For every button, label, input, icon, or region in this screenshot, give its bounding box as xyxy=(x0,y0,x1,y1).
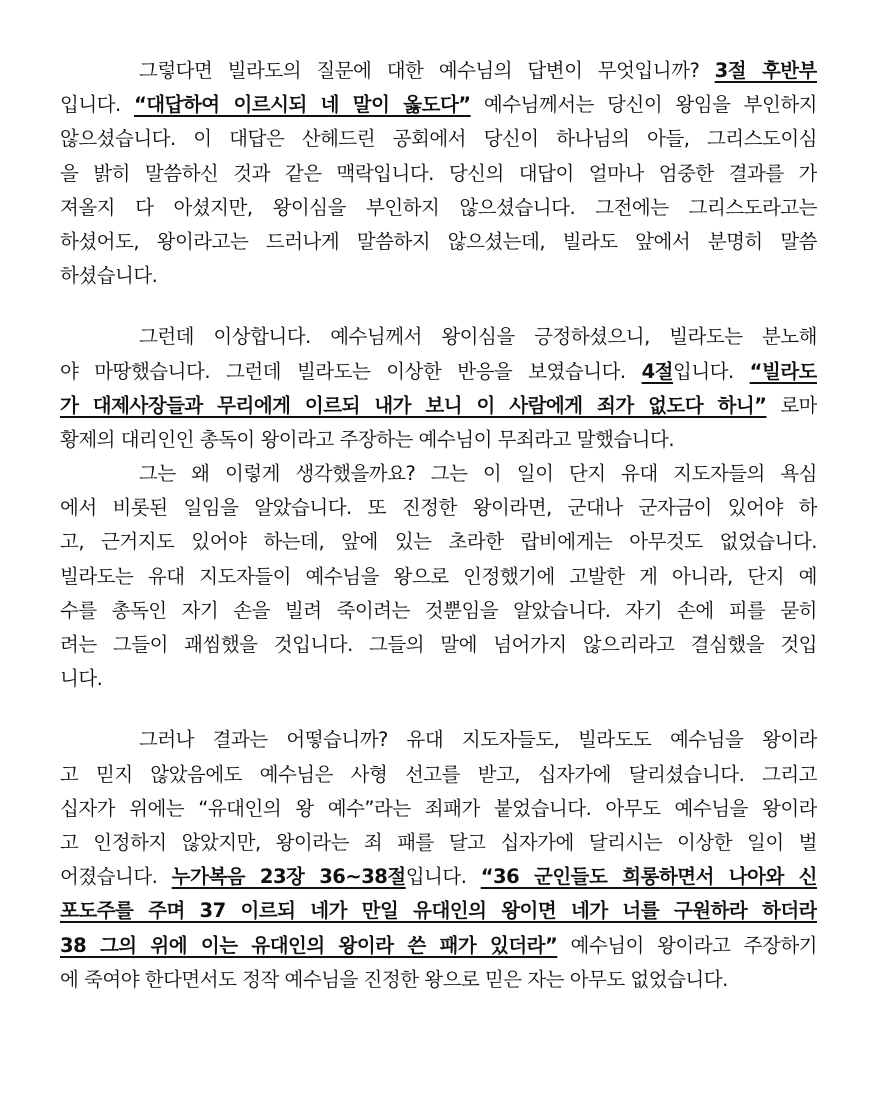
text-line xyxy=(60,560,817,594)
text-run: 져올지 다 아셨지만, 왕이심을 부인하지 않으셨습니다. 그전에는 그리스도라고는 xyxy=(60,195,817,219)
text-run: 하셨어도, 왕이라고는 드러나게 말씀하지 않으셨는데, 빌라도 앞에서 분명히 말씀 xyxy=(60,229,817,253)
text-line xyxy=(60,423,817,457)
text-line xyxy=(60,122,817,156)
text-line xyxy=(60,525,817,559)
scripture-quote: 가 대제사장들과 무리에게 이르되 내가 보니 이 사람에게 죄가 없도다 하니” xyxy=(60,393,767,417)
scripture-quote: 38 그의 위에 이는 유대인의 왕이라 쓴 패가 있더라” xyxy=(60,933,558,957)
text-line xyxy=(60,929,817,963)
text-line xyxy=(60,723,817,757)
text-run: 빌라도는 유대 지도자들이 예수님을 왕으로 인정했기에 고발한 게 아니라, 단지 예 xyxy=(60,564,817,588)
text-line xyxy=(60,594,817,628)
text-line xyxy=(60,491,817,525)
text-run: 입니다. xyxy=(60,93,134,117)
text-line xyxy=(60,792,817,826)
text-run: 에서 비롯된 일임을 알았습니다. 또 진정한 왕이라면, 군대나 군자금이 있어야 하 xyxy=(60,496,817,520)
text-line xyxy=(60,225,817,259)
paragraph-2 xyxy=(60,320,817,457)
text-run: 에 죽여야 한다면서도 정작 예수님을 진정한 왕으로 믿은 자는 아무도 없었습니다. xyxy=(60,967,728,991)
scripture-reference: 4절 xyxy=(641,359,673,383)
text-run: 니다. xyxy=(60,667,103,691)
paragraph-3 xyxy=(60,457,817,696)
text-line xyxy=(60,355,817,389)
text-line xyxy=(60,758,817,792)
paragraph-1 xyxy=(60,54,817,293)
text-run: 을 밝히 말씀하신 것과 같은 맥락입니다. 당신의 대답이 얼마나 엄중한 결과를 가 xyxy=(60,161,817,185)
text-line xyxy=(60,54,817,88)
text-run: 예수님이 왕이라고 주장하기 xyxy=(557,933,817,957)
text-run: 십자가 위에는 “유대인의 왕 예수”라는 죄패가 붙었습니다. 아무도 예수님을 왕이라 xyxy=(60,796,817,820)
text-run: 그는 왜 이렇게 생각했을까요? 그는 이 일이 단지 유대 지도자들의 욕심 xyxy=(139,462,817,486)
text-run: 예수님께서는 당신이 왕임을 부인하지 xyxy=(470,93,817,117)
text-run: 그런데 이상합니다. 예수님께서 왕이심을 긍정하셨으니, 빌라도는 분노해 xyxy=(139,325,817,349)
text-line xyxy=(60,191,817,225)
scripture-quote: 포도주를 주며 37 이르되 네가 만일 유대인의 왕이면 네가 너를 구원하라 하더라 xyxy=(60,899,817,923)
text-line xyxy=(60,157,817,191)
text-run: 로마 xyxy=(766,393,817,417)
text-run: 고 인정하지 않았지만, 왕이라는 죄 패를 달고 십자가에 달리시는 이상한 일이 벌 xyxy=(60,830,817,854)
text-line xyxy=(60,894,817,928)
text-line xyxy=(60,628,817,662)
text-run: 하셨습니다. xyxy=(60,264,158,288)
text-run: 야 마땅했습니다. 그런데 빌라도는 이상한 반응을 보였습니다. xyxy=(60,359,642,383)
scripture-quote: “36 군인들도 희롱하면서 나아와 신 xyxy=(480,865,817,889)
text-line xyxy=(60,963,817,997)
scripture-reference: 3절 후반부 xyxy=(714,59,817,82)
document-page xyxy=(60,54,817,997)
text-run: 입니다. xyxy=(672,359,750,383)
text-run: 그러나 결과는 어떻습니까? 유대 지도자들도, 빌라도도 예수님을 왕이라 xyxy=(139,728,817,752)
text-line xyxy=(60,457,817,491)
text-run: 려는 그들이 괘씸했을 것입니다. 그들의 말에 넘어가지 않으리라고 결심했을 것입 xyxy=(60,633,817,656)
text-run: 입니다. xyxy=(405,865,481,889)
text-line xyxy=(60,662,817,696)
text-run: 고, 근거지도 있어야 하는데, 앞에 있는 초라한 랍비에게는 아무것도 없었습니다. xyxy=(60,530,817,554)
text-line xyxy=(60,826,817,860)
paragraph-4 xyxy=(60,723,817,997)
text-run: 황제의 대리인인 총독이 왕이라고 주장하는 예수님이 무죄라고 말했습니다. xyxy=(60,427,675,451)
text-line xyxy=(60,860,817,894)
scripture-reference: 누가복음 23장 36~38절 xyxy=(171,865,406,889)
text-line xyxy=(60,259,817,293)
text-run: 않으셨습니다. 이 대답은 산헤드린 공회에서 당신이 하나님의 아들, 그리스도이심 xyxy=(60,127,817,151)
scripture-quote: “빌라도 xyxy=(749,359,817,383)
text-line xyxy=(60,88,817,122)
scripture-quote: “대답하여 이르시되 네 말이 옳도다” xyxy=(133,93,471,117)
text-run: 어졌습니다. xyxy=(60,865,172,889)
text-line xyxy=(60,320,817,354)
text-run: 고 믿지 않았음에도 예수님은 사형 선고를 받고, 십자가에 달리셨습니다. 그리고 xyxy=(60,762,817,786)
text-line xyxy=(60,389,817,423)
text-run: 수를 총독인 자기 손을 빌려 죽이려는 것뿐임을 알았습니다. 자기 손에 피를 묻히 xyxy=(60,598,817,622)
text-run: 그렇다면 빌라도의 질문에 대한 예수님의 답변이 무엇입니까? xyxy=(139,59,715,82)
